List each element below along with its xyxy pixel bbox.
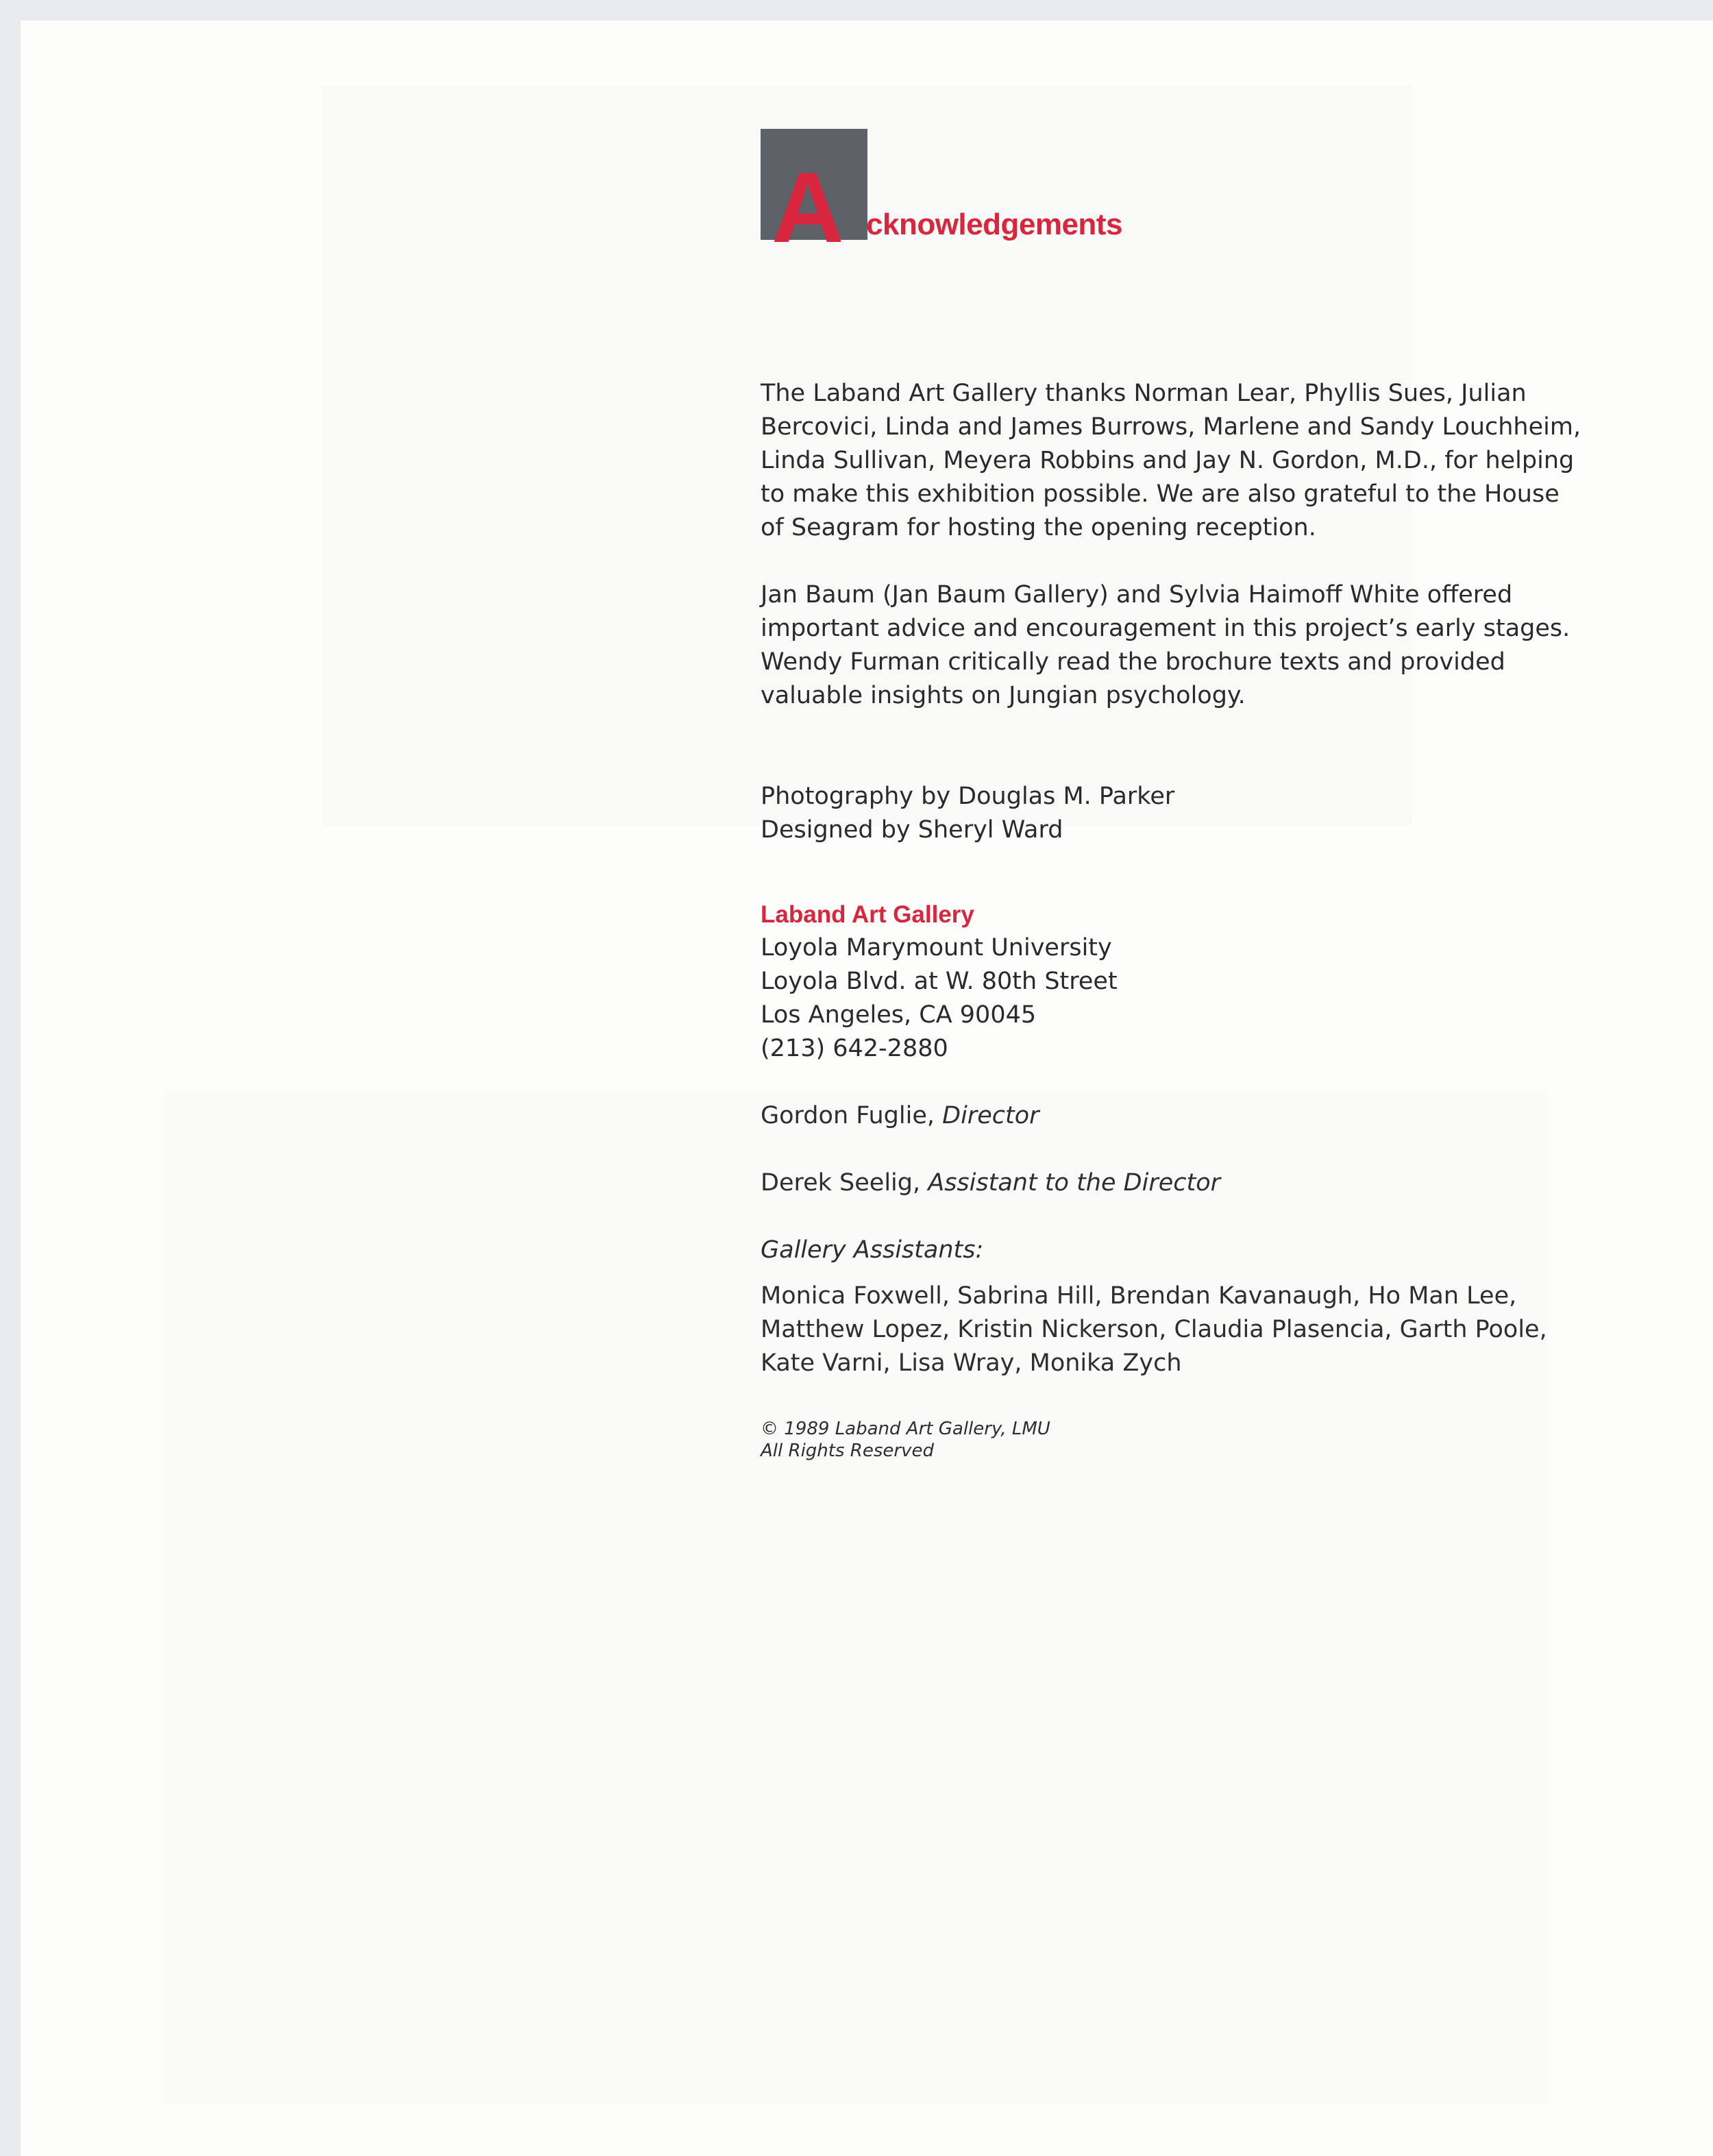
photography-credit: Photography by Douglas M. Parker [761, 783, 1175, 810]
design-credit: Designed by Sheryl Ward [761, 816, 1063, 844]
address-line: Los Angeles, CA 90045 [761, 1001, 1037, 1029]
gallery-assistants-names: Monica Foxwell, Sabrina Hill, Brendan Kavanaugh, Ho Man Lee, Matthew Lopez, Kristin Nickerson, Claudia Plasencia, Garth Poole, Kate Varni, Lisa Wray, Monika Zych [761, 1282, 1547, 1377]
title-rest: cknowledgements [866, 208, 1122, 241]
director-line [761, 1099, 1583, 1133]
phone-number: (213) 642-2880 [761, 1035, 948, 1062]
rights-line: All Rights Reserved [761, 1441, 934, 1461]
assistant-name: Derek Seelig, [761, 1169, 921, 1197]
address-line: Loyola Blvd. at W. 80th Street [761, 968, 1118, 995]
assistant-director-line [761, 1166, 1583, 1200]
director-name: Gordon Fuglie, [761, 1102, 935, 1129]
page-title [761, 129, 1240, 266]
gallery-name: Laband Art Gallery [761, 901, 974, 928]
gallery-address-block [761, 898, 1583, 1066]
document-page [21, 21, 1713, 2156]
copyright-block [761, 1418, 1583, 1462]
address-line: Loyola Marymount University [761, 934, 1112, 961]
title-drop-cap: A [772, 151, 844, 263]
assistant-title: Assistant to the Director [928, 1169, 1221, 1197]
copyright-line: © 1989 Laband Art Gallery, LMU [761, 1419, 1050, 1439]
director-title: Director [942, 1102, 1039, 1129]
main-content [761, 377, 1583, 1462]
credits-block [761, 780, 1583, 847]
thanks-paragraph: The Laband Art Gallery thanks Norman Lear, Phyllis Sues, Julian Bercovici, Linda and James Burrows, Marlene and Sandy Louchheim, Linda Sullivan, Meyera Robbins and Jay N. Gordon, M.D., for helping to make this exhibition possible. We are also grateful to the House of Seagram for hosting the opening reception. [761, 380, 1581, 541]
gallery-assistants-heading: Gallery Assistants: [761, 1236, 984, 1264]
advice-paragraph: Jan Baum (Jan Baum Gallery) and Sylvia Haimoff White offered important advice and encouragement in this project’s early stages. Wendy Furman critically read the brochure texts and provided valuable insights on Jungian psychology. [761, 581, 1570, 709]
